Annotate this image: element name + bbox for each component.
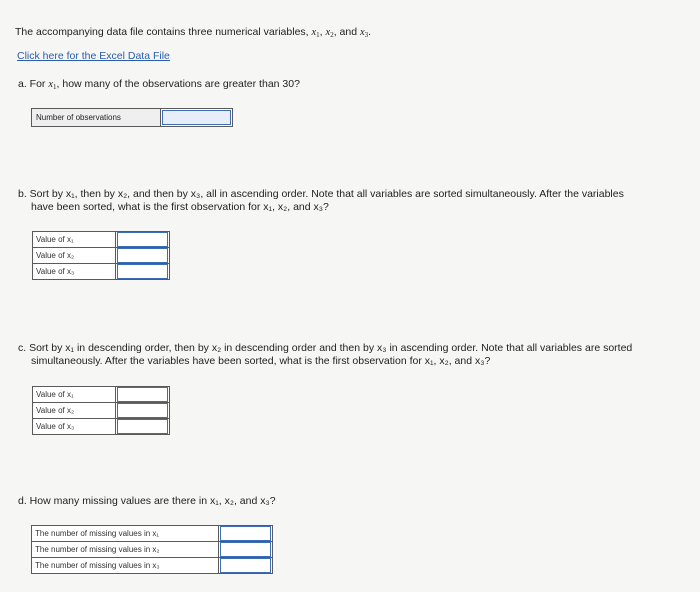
question-c-line1: c. Sort by x₁ in descending order, then by x₂ in descending order and then by x₃ in ascending order. Note that all variables are sorted (18, 342, 633, 354)
table-row (33, 403, 170, 419)
intro-text: The accompanying data file contains three numerical variables, $x_1$, $x_2$, and $x_3$. (15, 26, 372, 39)
question-b-line2: have been sorted, what is the first observation for x₁, x₂, and x₃? (31, 201, 329, 213)
answer-table-d (31, 525, 273, 574)
question-b-line1: b. Sort by x₁, then by x₂, and then by x₃, all in ascending order. Note that all variables are sorted simultaneously. After the variables (18, 188, 624, 200)
observations-input[interactable] (162, 110, 231, 125)
value-x3-input[interactable] (116, 419, 170, 435)
row-label: Value of x₃ (33, 419, 116, 435)
row-label: Value of x₂ (33, 403, 116, 419)
value-x3-input[interactable] (116, 264, 170, 280)
question-a: a. For $x_1$, how many of the observations are greater than 30? (18, 78, 300, 91)
table-row (33, 248, 170, 264)
value-x1-input[interactable] (116, 232, 170, 248)
row-label: Value of x₂ (33, 248, 116, 264)
answer-table-c (32, 386, 170, 435)
table-row (33, 387, 170, 403)
question-d: d. How many missing values are there in x₁, x₂, and x₃? (18, 495, 276, 507)
answer-table-b (32, 231, 170, 280)
question-c-line2: simultaneously. After the variables have been sorted, what is the first observation for x₁, x₂, and x₃? (31, 355, 491, 367)
row-label: The number of missing values in x₂ (32, 542, 219, 558)
value-x2-input[interactable] (116, 403, 170, 419)
var-x1: $x_1$ (48, 79, 57, 91)
table-row (33, 264, 170, 280)
value-x1-input[interactable] (116, 387, 170, 403)
intro-prefix: The accompanying data file contains three numerical variables, (15, 26, 309, 38)
missing-x3-input[interactable] (219, 558, 273, 574)
table-row (32, 526, 273, 542)
missing-x1-input[interactable] (219, 526, 273, 542)
var-x2: $x_2$ (325, 27, 334, 39)
table-row (32, 542, 273, 558)
var-x1: $x_1$ (311, 27, 320, 39)
value-x2-input[interactable] (116, 248, 170, 264)
row-label: The number of missing values in x₁ (32, 526, 219, 542)
excel-data-link[interactable]: Click here for the Excel Data File (17, 50, 170, 62)
table-row (32, 558, 273, 574)
row-label: Value of x₃ (33, 264, 116, 280)
var-x3: $x_3$ (359, 27, 369, 39)
row-label: The number of missing values in x₃ (32, 558, 219, 574)
missing-x2-input[interactable] (219, 542, 273, 558)
row-label: Value of x₁ (33, 232, 116, 248)
intro-and: and (339, 26, 358, 38)
table-row (33, 232, 170, 248)
observations-label: Number of observations (32, 109, 161, 126)
row-label: Value of x₁ (33, 387, 116, 403)
observations-table (31, 108, 233, 127)
table-row (33, 419, 170, 435)
